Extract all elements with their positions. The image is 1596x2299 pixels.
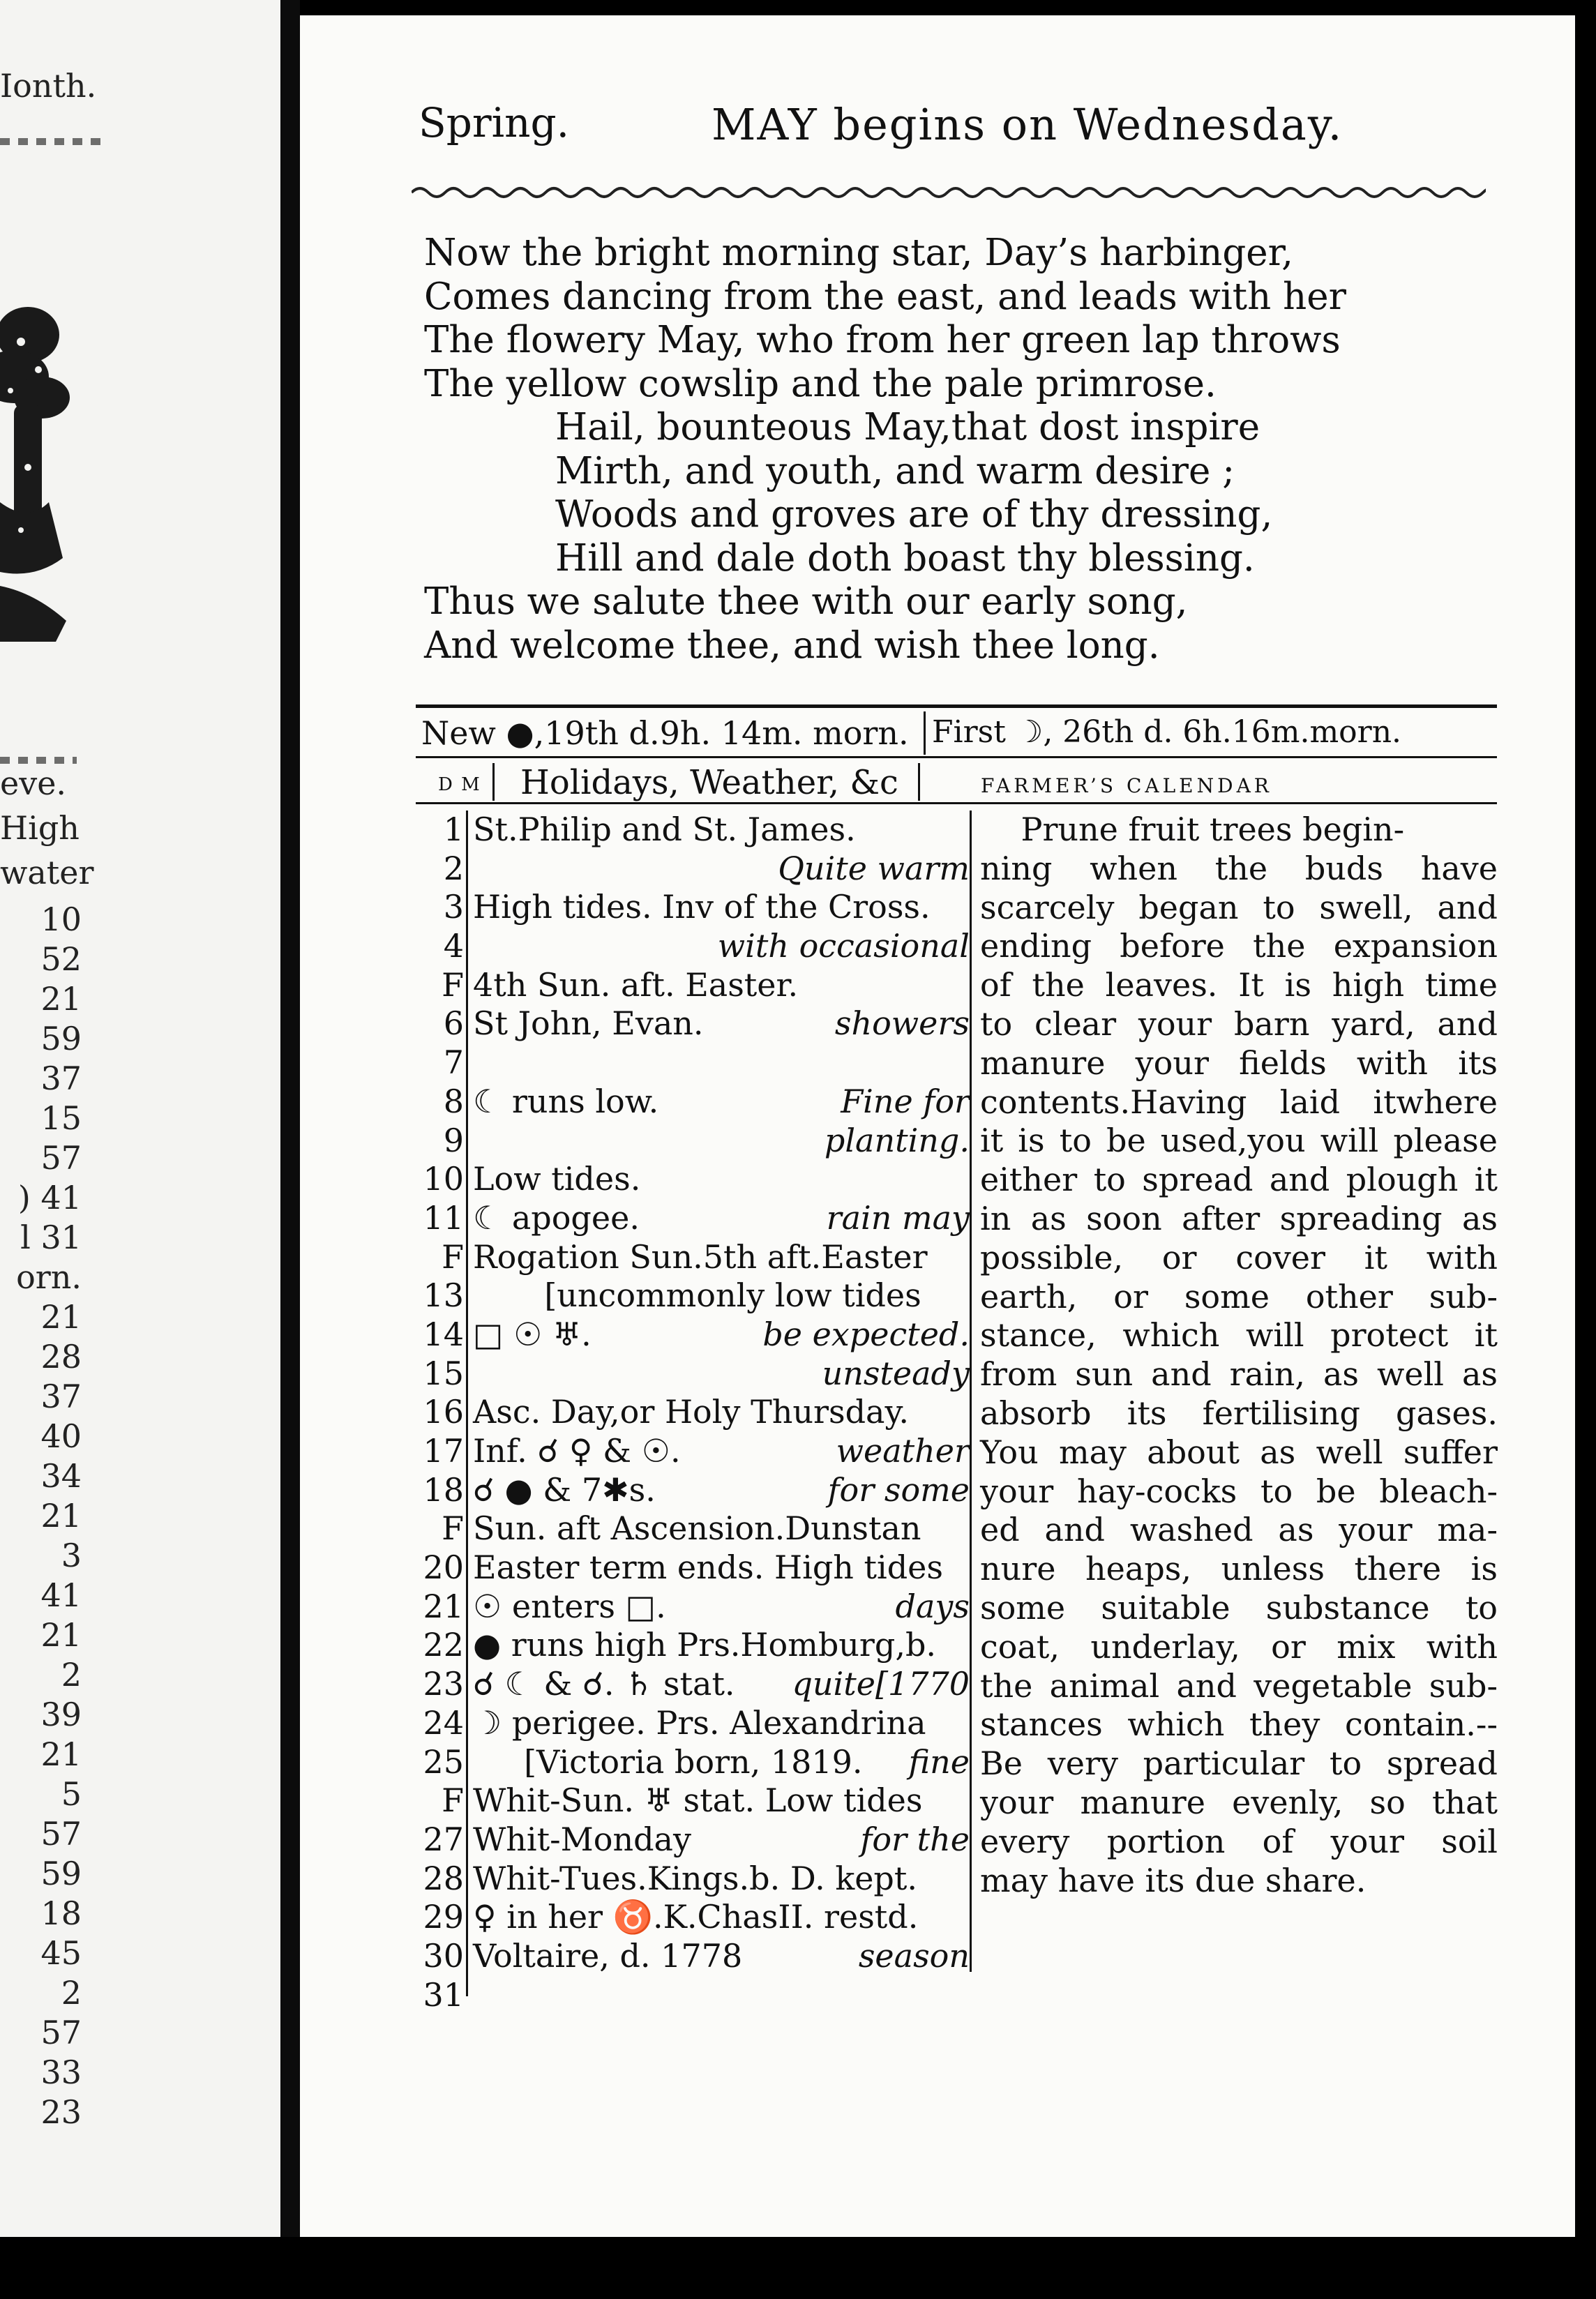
farmers-calendar-line: contents.Having laid itwhere bbox=[980, 1083, 1498, 1121]
weather-text: quite[1770 bbox=[792, 1665, 970, 1703]
divider bbox=[492, 763, 495, 801]
holidays-header: Holidays, Weather, &c bbox=[520, 763, 898, 802]
day-of-month-header: D M bbox=[438, 774, 481, 795]
day-number: 17 bbox=[423, 1432, 464, 1470]
weather-text: for some bbox=[827, 1470, 970, 1509]
farmers-calendar-line: from sun and rain, as well as bbox=[980, 1355, 1498, 1394]
holiday-text: ☌ ● & 7✱s. bbox=[473, 1470, 656, 1509]
farmers-calendar-line: You may about as well suffer bbox=[980, 1433, 1498, 1471]
holidays-weather-column bbox=[412, 811, 984, 2014]
holiday-text: Whit-Tues.Kings.b. D. kept. bbox=[473, 1859, 917, 1897]
farmers-calendar-line: ed and washed as your ma- bbox=[980, 1511, 1498, 1549]
farmers-calendar-text bbox=[980, 811, 1498, 1900]
left-number: 21 bbox=[40, 1497, 82, 1535]
day-number: F bbox=[442, 1237, 464, 1276]
previous-page-fragment bbox=[0, 0, 280, 2246]
holiday-text: ☾ apogee. bbox=[473, 1198, 640, 1237]
divider bbox=[918, 763, 920, 801]
day-row bbox=[412, 1432, 984, 1471]
holiday-text: Whit-Sun. ♅ stat. Low tides bbox=[473, 1781, 923, 1820]
day-number: 20 bbox=[423, 1548, 464, 1587]
poem-line: Woods and groves are of thy dressing, bbox=[555, 493, 1273, 536]
day-row bbox=[412, 1316, 984, 1355]
day-row bbox=[412, 1626, 984, 1665]
day-row bbox=[412, 966, 984, 1005]
moon-phases bbox=[416, 711, 1497, 755]
day-row bbox=[412, 1083, 984, 1122]
day-row bbox=[412, 1004, 984, 1043]
holiday-text: Low tides. bbox=[473, 1160, 641, 1198]
day-number: 22 bbox=[423, 1626, 464, 1664]
day-number: 31 bbox=[423, 1975, 464, 2014]
holiday-text: ☽ perigee. Prs. Alexandrina bbox=[473, 1703, 926, 1742]
farmers-calendar-line: absorb its fertilising gases. bbox=[980, 1394, 1498, 1432]
holiday-text: St John, Evan. bbox=[473, 1004, 704, 1043]
farmers-calendar-line: stance, which will protect it bbox=[980, 1316, 1498, 1355]
left-number: 37 bbox=[40, 1378, 82, 1415]
farmers-calendar-line: it is to be used,you will please bbox=[980, 1122, 1498, 1160]
weather-text: be expected. bbox=[762, 1315, 970, 1353]
left-number: 2 bbox=[61, 1974, 82, 2012]
left-ornament-rule bbox=[0, 138, 105, 145]
day-row bbox=[412, 1355, 984, 1394]
day-number: 6 bbox=[443, 1004, 464, 1043]
season-label: Spring. bbox=[419, 99, 570, 146]
left-number: 28 bbox=[40, 1338, 82, 1375]
weather-text: season bbox=[858, 1936, 970, 1975]
left-number: 3 bbox=[61, 1537, 82, 1574]
left-number: 21 bbox=[40, 1298, 82, 1336]
holiday-text: Inf. ☌ ♀ & ☉. bbox=[473, 1432, 681, 1470]
holiday-text: Voltaire, d. 1778 bbox=[473, 1936, 743, 1975]
farmers-calendar-line: manure your fields with its bbox=[980, 1043, 1498, 1082]
ornament-rule bbox=[412, 183, 1486, 202]
holiday-text: High tides. Inv of the Cross. bbox=[473, 888, 931, 926]
left-number-column bbox=[16, 900, 82, 2132]
farmers-calendar-line: in as soon after spreading as bbox=[980, 1199, 1498, 1237]
day-row bbox=[412, 811, 984, 850]
farmers-calendar-line: the animal and vegetable sub- bbox=[980, 1666, 1498, 1705]
day-number: 24 bbox=[423, 1703, 464, 1742]
poem-line: Hail, bounteous May,that dost inspire bbox=[555, 406, 1260, 449]
holiday-text: Sun. aft Ascension.Dunstan bbox=[473, 1509, 921, 1548]
weather-text: planting. bbox=[824, 1121, 970, 1159]
left-number: 57 bbox=[40, 1139, 82, 1177]
holiday-text: ☾ runs low. bbox=[473, 1082, 659, 1120]
weather-text: Quite warm bbox=[778, 849, 970, 887]
day-number: 14 bbox=[423, 1315, 464, 1353]
left-number: 39 bbox=[40, 1696, 82, 1733]
farmers-calendar-line: ning when the buds have bbox=[980, 849, 1498, 887]
almanac-page bbox=[300, 15, 1575, 2237]
day-number: 18 bbox=[423, 1470, 464, 1509]
page-gutter bbox=[280, 0, 300, 2299]
left-number: ) 41 bbox=[17, 1179, 82, 1216]
holiday-text: ● runs high Prs.Homburg,b. bbox=[473, 1626, 937, 1664]
day-number: 11 bbox=[423, 1198, 464, 1237]
day-number: 28 bbox=[423, 1859, 464, 1897]
day-number: 13 bbox=[423, 1276, 464, 1315]
day-number: 1 bbox=[443, 811, 464, 848]
day-number: 9 bbox=[443, 1121, 464, 1159]
rule bbox=[416, 756, 1497, 758]
holiday-text: [uncommonly low tides bbox=[473, 1276, 921, 1315]
farmers-calendar-line: stances which they contain.-- bbox=[980, 1705, 1498, 1744]
holiday-text: ☉ enters □. bbox=[473, 1587, 666, 1625]
day-number: 23 bbox=[423, 1665, 464, 1703]
day-number: 29 bbox=[423, 1898, 464, 1936]
calendar-header bbox=[416, 759, 1497, 802]
farmers-calendar-line: possible, or cover it with bbox=[980, 1238, 1498, 1276]
poem-line: Thus we salute thee with our early song, bbox=[424, 580, 1188, 623]
day-number: 30 bbox=[423, 1936, 464, 1975]
left-number: 45 bbox=[40, 1934, 82, 1972]
farmers-calendar-line: some suitable substance to bbox=[980, 1588, 1498, 1627]
farmers-calendar-header: FARMER’S CALENDAR bbox=[981, 774, 1272, 797]
left-number: 37 bbox=[40, 1060, 82, 1097]
left-number: 21 bbox=[40, 1616, 82, 1654]
day-number: 25 bbox=[423, 1742, 464, 1781]
left-number: 59 bbox=[40, 1855, 82, 1892]
farmers-calendar-line: your hay-cocks to be bleach- bbox=[980, 1472, 1498, 1510]
holiday-text: 4th Sun. aft. Easter. bbox=[473, 965, 799, 1004]
rule bbox=[416, 802, 1497, 804]
day-number: 2 bbox=[443, 849, 464, 887]
day-row bbox=[412, 1704, 984, 1743]
page-header bbox=[419, 99, 1507, 169]
day-row bbox=[412, 1588, 984, 1627]
poem bbox=[424, 232, 1512, 668]
day-number: 7 bbox=[443, 1043, 464, 1082]
left-number: 34 bbox=[40, 1457, 82, 1495]
day-row bbox=[412, 927, 984, 966]
scan-border bbox=[0, 2237, 1596, 2299]
tree-woodcut-illustration bbox=[0, 293, 91, 642]
left-number: l 31 bbox=[20, 1219, 82, 1256]
weather-text: unsteady bbox=[822, 1354, 970, 1392]
left-number: 5 bbox=[61, 1775, 82, 1813]
left-column-fragment: water bbox=[0, 854, 94, 891]
farmers-calendar-line: coat, underlay, or mix with bbox=[980, 1627, 1498, 1666]
left-number: 23 bbox=[40, 2093, 82, 2131]
weather-text: fine bbox=[908, 1742, 970, 1781]
weather-text: for the bbox=[860, 1820, 970, 1858]
day-number: 21 bbox=[423, 1587, 464, 1625]
day-row bbox=[412, 1199, 984, 1238]
farmers-calendar-line: your manure evenly, so that bbox=[980, 1783, 1498, 1821]
day-number: 8 bbox=[443, 1082, 464, 1120]
left-number: 57 bbox=[40, 2014, 82, 2051]
poem-line: And welcome thee, and wish thee long. bbox=[424, 624, 1160, 667]
farmers-calendar-line: to clear your barn yard, and bbox=[980, 1004, 1498, 1043]
left-number: 18 bbox=[40, 1894, 82, 1932]
left-number: 21 bbox=[40, 1735, 82, 1773]
left-number: 52 bbox=[40, 940, 82, 978]
poem-line: Now the bright morning star, Day’s harbinger, bbox=[424, 232, 1294, 274]
day-row bbox=[412, 1160, 984, 1199]
poem-line: The yellow cowslip and the pale primrose. bbox=[424, 362, 1217, 405]
farmers-calendar-line: nure heaps, unless there is bbox=[980, 1550, 1498, 1588]
holiday-text: Easter term ends. High tides bbox=[473, 1548, 944, 1587]
farmers-calendar-line: either to spread and plough it bbox=[980, 1161, 1498, 1199]
left-number: 2 bbox=[61, 1656, 82, 1694]
rule bbox=[416, 704, 1497, 708]
day-row bbox=[412, 1471, 984, 1510]
weather-text: rain may bbox=[826, 1198, 970, 1237]
farmers-calendar-line: Be very particular to spread bbox=[980, 1744, 1498, 1783]
farmers-calendar-line: Prune fruit trees begin- bbox=[980, 811, 1405, 848]
weather-text: days bbox=[895, 1587, 970, 1625]
poem-line: The flowery May, who from her green lap throws bbox=[424, 319, 1341, 361]
holiday-text: Whit-Monday bbox=[473, 1820, 691, 1858]
day-row bbox=[412, 1238, 984, 1277]
poem-line: Hill and dale doth boast thy blessing. bbox=[555, 536, 1255, 580]
holiday-text: Asc. Day,or Holy Thursday. bbox=[473, 1393, 909, 1431]
day-row bbox=[412, 1548, 984, 1588]
left-number: 59 bbox=[40, 1020, 82, 1057]
farmers-calendar-line: may have its due share. bbox=[980, 1861, 1367, 1899]
new-moon-info: New ●,19th d.9h. 14m. morn. bbox=[421, 714, 909, 752]
holiday-text: ♀ in her ♉.K.ChasII. restd. bbox=[473, 1898, 919, 1936]
left-number: 10 bbox=[40, 900, 82, 938]
holiday-text: □ ☉ ♅. bbox=[473, 1315, 592, 1353]
left-ornament-rule-2 bbox=[0, 757, 77, 764]
day-row bbox=[412, 1821, 984, 1860]
poem-line: Mirth, and youth, and warm desire ; bbox=[555, 449, 1235, 492]
left-number: 40 bbox=[40, 1417, 82, 1455]
left-number: 41 bbox=[40, 1576, 82, 1614]
first-quarter-info: First ☽, 26th d. 6h.16m.morn. bbox=[932, 714, 1402, 750]
holiday-text: Rogation Sun.5th aft.Easter bbox=[473, 1237, 928, 1276]
day-row bbox=[412, 1043, 984, 1083]
farmers-calendar-line: earth, or some other sub- bbox=[980, 1277, 1498, 1316]
day-row bbox=[412, 1860, 984, 1899]
divider bbox=[924, 711, 926, 755]
farmers-calendar-line: of the leaves. It is high time bbox=[980, 966, 1498, 1004]
day-row bbox=[412, 1743, 984, 1782]
day-row bbox=[412, 1781, 984, 1821]
day-row bbox=[412, 1276, 984, 1316]
left-month-fragment: Ionth. bbox=[0, 67, 97, 105]
day-number: F bbox=[442, 1781, 464, 1820]
farmers-calendar-line: every portion of your soil bbox=[980, 1822, 1498, 1860]
left-number: orn. bbox=[16, 1258, 82, 1296]
day-number: F bbox=[442, 965, 464, 1004]
holiday-text: St.Philip and St. James. bbox=[473, 811, 856, 848]
weather-text: showers bbox=[834, 1004, 970, 1043]
day-row bbox=[412, 850, 984, 889]
left-number: 33 bbox=[40, 2053, 82, 2091]
day-row bbox=[412, 1976, 984, 2015]
page-title: MAY begins on Wednesday. bbox=[712, 99, 1343, 150]
day-number: F bbox=[442, 1509, 464, 1548]
left-number: 15 bbox=[40, 1099, 82, 1137]
holiday-text: [Victoria born, 1819. bbox=[473, 1742, 863, 1781]
left-number: 57 bbox=[40, 1815, 82, 1853]
day-row bbox=[412, 1898, 984, 1937]
day-row bbox=[412, 1393, 984, 1432]
day-row bbox=[412, 888, 984, 927]
farmers-calendar-line: ending before the expansion bbox=[980, 927, 1498, 965]
day-row bbox=[412, 1122, 984, 1161]
day-number: 15 bbox=[423, 1354, 464, 1392]
left-column-fragment: High bbox=[0, 809, 80, 847]
poem-line: Comes dancing from the east, and leads with her bbox=[424, 275, 1346, 318]
farmers-calendar-line: scarcely began to swell, and bbox=[980, 888, 1498, 926]
weather-text: with occasional bbox=[717, 927, 970, 965]
left-column-fragment: eve. bbox=[0, 764, 67, 802]
day-number: 16 bbox=[423, 1393, 464, 1431]
day-row bbox=[412, 1509, 984, 1548]
left-number: 21 bbox=[40, 980, 82, 1018]
weather-text: weather bbox=[836, 1432, 970, 1470]
day-number: 10 bbox=[423, 1160, 464, 1198]
holiday-text: ☌ ☾ & ☌. ♄ stat. bbox=[473, 1665, 735, 1703]
day-number: 4 bbox=[443, 927, 464, 965]
day-number: 3 bbox=[443, 888, 464, 926]
day-number: 27 bbox=[423, 1820, 464, 1858]
day-row bbox=[412, 1665, 984, 1704]
day-row bbox=[412, 1937, 984, 1976]
weather-text: Fine for bbox=[841, 1082, 970, 1120]
